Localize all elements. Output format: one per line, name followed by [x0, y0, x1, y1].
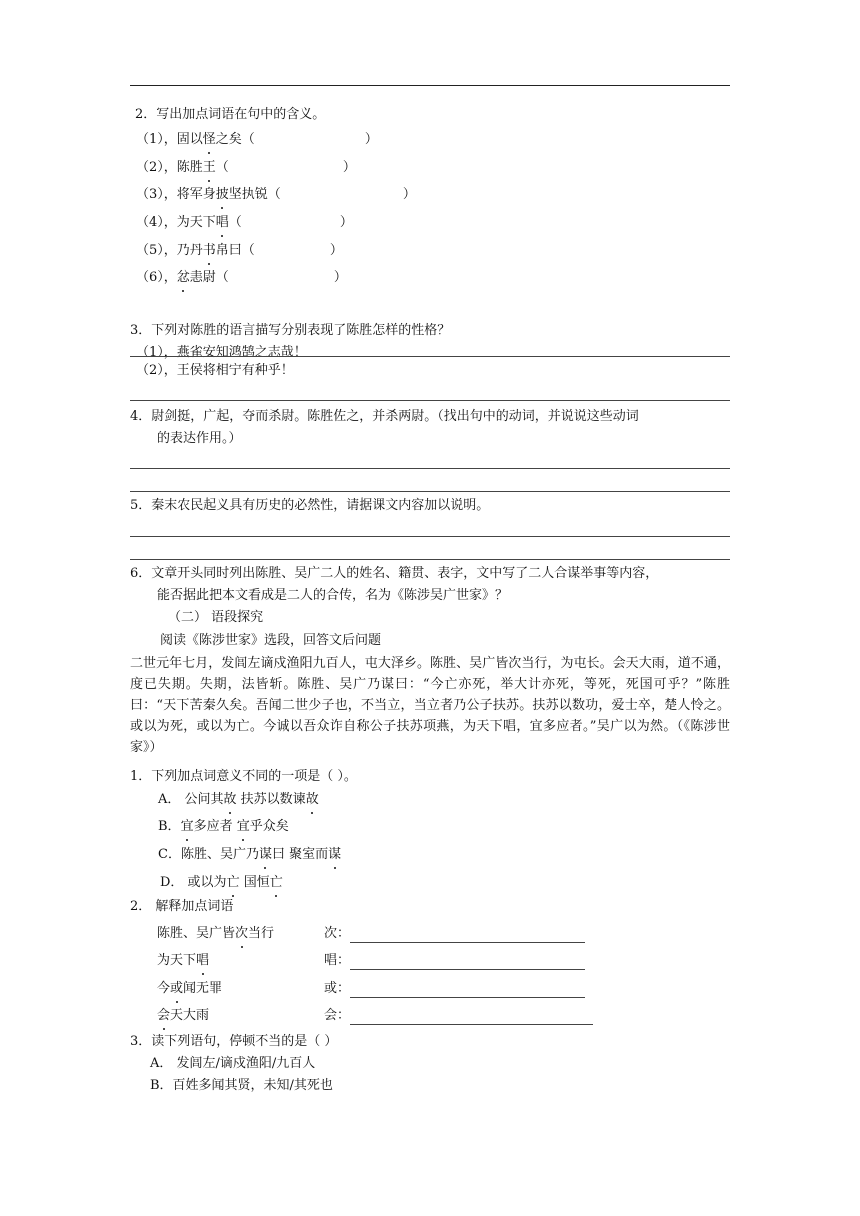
q6-text-line1: 6．文章开头同时列出陈胜、吴广二人的姓名、籍贯、表字，文中写了二人合谋举事等内容， [130, 566, 659, 581]
answer-blank [350, 955, 585, 970]
pq3-option-a: A． 发闾左/谪戍渔阳/九百人 [150, 1056, 316, 1071]
q2-item-text: 坚执锐（ [228, 187, 281, 202]
gloss-row [157, 1007, 209, 1025]
option-text: B． [158, 819, 181, 834]
gloss-text: 为天下 [157, 953, 197, 968]
dotted-word: 谋 [328, 847, 342, 862]
gloss-row [157, 952, 209, 970]
gloss-text: 陈胜、吴广皆 [157, 926, 236, 941]
gloss-answer [324, 980, 585, 998]
answer-line [130, 536, 730, 537]
answer-blank [350, 928, 585, 943]
header-rule [130, 85, 730, 86]
pq3-option-b: B．百姓多闻其贤，未知/其死也 [150, 1078, 333, 1093]
option-C [158, 846, 341, 864]
gloss-key: 会： [324, 1008, 351, 1023]
option-text: 多应者 [193, 819, 237, 834]
option-D [160, 874, 283, 892]
dotted-word: 会 [157, 1008, 171, 1023]
q2-item-text: （4），为天下 [136, 215, 216, 230]
option-text: 扶苏以数谏 [236, 792, 306, 807]
option-text: D． 或以为 [160, 875, 227, 890]
q2-item [136, 242, 343, 260]
answer-blank [350, 983, 585, 998]
option-text: A． 公问其 [158, 792, 224, 807]
close-paren: ） [402, 187, 416, 202]
q2-item-text: 恚尉（ [189, 270, 229, 285]
q2-item-text: （3），将军身 [136, 187, 216, 202]
dotted-word: 亡 [226, 875, 240, 890]
dotted-word: 忿 [176, 270, 190, 285]
dotted-word: 怪 [202, 132, 216, 147]
close-paren: ） [333, 270, 347, 285]
q2-item-text: 之矣（ [215, 132, 255, 147]
option-text: 乎众矣 [249, 819, 289, 834]
q4-text-line2: 的表达作用。） [157, 431, 242, 446]
gloss-text: 闻无罪 [183, 981, 223, 996]
q3-item-2: （2），王侯将相宁有种乎！ [136, 363, 294, 378]
close-paren: ） [364, 132, 378, 147]
close-paren: ） [342, 160, 356, 175]
q2-item-text: （6）， [136, 270, 177, 285]
q2-item-text: （2），陈胜 [136, 160, 203, 175]
q3-title: 3．下列对陈胜的语言描写分别表现了陈胜怎样的性格？ [130, 323, 451, 338]
dotted-word: 或 [170, 981, 184, 996]
section-heading: （二） 语段探究 [168, 610, 264, 625]
gloss-text: 今 [157, 981, 171, 996]
close-paren: ） [339, 215, 353, 230]
option-text: C．陈胜、吴广乃 [158, 847, 259, 862]
q3-item-1: （1），燕雀安知鸿鹄之志哉！ [136, 345, 307, 360]
gloss-key: 或： [324, 981, 351, 996]
answer-line [130, 559, 730, 560]
q2-item [136, 269, 347, 287]
dotted-word: 宜 [236, 819, 250, 834]
q5-text: 5．秦末农民起义具有历史的必然性，请据课文内容加以说明。 [130, 498, 490, 513]
q2-item-text: （ [215, 160, 229, 175]
gloss-answer [324, 952, 585, 970]
gloss-answer [324, 1007, 593, 1025]
q2-item [136, 159, 356, 177]
reading-instruction: 阅读《陈涉世家》选段，回答文后问题 [160, 633, 382, 648]
dotted-word: 亡 [269, 875, 283, 890]
dotted-word: 故 [305, 792, 319, 807]
q2-title: 2．写出加点词语在句中的含义。 [135, 107, 326, 122]
dotted-word: 宜 [180, 819, 194, 834]
pq1-title: 1．下列加点词意义不同的一项是（ ）。 [130, 769, 357, 784]
gloss-row [157, 925, 274, 943]
dotted-word: 唱 [196, 953, 210, 968]
close-paren: ） [329, 243, 343, 258]
option-text: 国恒 [239, 875, 270, 890]
gloss-key: 唱： [324, 953, 351, 968]
answer-blank [350, 1010, 593, 1025]
pq2-title: 2． 解释加点词语 [130, 899, 234, 914]
q2-item-text: （5），乃丹 [136, 243, 203, 258]
answer-line [130, 400, 730, 401]
gloss-text: 当行 [248, 926, 275, 941]
q2-item [136, 131, 378, 149]
dotted-word: 唱 [215, 215, 229, 230]
pq3-title: 3．读下列语句，停顿不当的是（ ） [130, 1034, 338, 1049]
dotted-word: 次 [235, 926, 249, 941]
q2-item [136, 214, 353, 232]
q2-item-text: （ [228, 215, 242, 230]
q2-item-text: （1），固以 [136, 132, 203, 147]
gloss-row [157, 980, 222, 998]
q4-text-line1: 4．尉剑挺，广起，夺而杀尉。陈胜佐之，并杀两尉。（找出句中的动词，并说说这些动词 [130, 409, 639, 424]
dotted-word: 书 [202, 243, 216, 258]
dotted-word: 王 [202, 160, 216, 175]
gloss-answer [324, 925, 585, 943]
dotted-word: 谋 [258, 847, 272, 862]
gloss-text: 天大雨 [170, 1008, 210, 1023]
answer-line [130, 468, 730, 469]
option-text: 曰 聚室而 [271, 847, 329, 862]
reading-passage: 二世元年七月，发闾左谪戍渔阳九百人，屯大泽乡。陈胜、吴广皆次当行，为屯长。会天大雨，道不通，度已失期。失期，法皆斩。陈胜、吴广乃谋曰：“今亡亦死，举大计亦死，等死，死国可乎？”陈胜曰：“天下苦秦久矣。吾闻二世少子也，不当立，当立者乃公子扶苏。扶苏以数功，爱士卒，楚人怜之。或以为死，或以为亡。今诚以吾众诈自称公子扶苏项燕，为天下唱，宜多应者。”吴广以为然。（《陈涉世家》） [130, 656, 730, 755]
q2-item [136, 186, 416, 204]
answer-line [130, 356, 730, 357]
q2-item-text: 帛曰（ [215, 243, 255, 258]
option-B [158, 818, 289, 836]
option-A [158, 791, 319, 809]
gloss-key: 次： [324, 926, 351, 941]
answer-line [130, 491, 730, 492]
q6-text-line2: 能否据此把本文看成是二人的合传，名为《陈涉吴广世家》？ [157, 588, 509, 603]
dotted-word: 披 [215, 187, 229, 202]
dotted-word: 故 [223, 792, 237, 807]
